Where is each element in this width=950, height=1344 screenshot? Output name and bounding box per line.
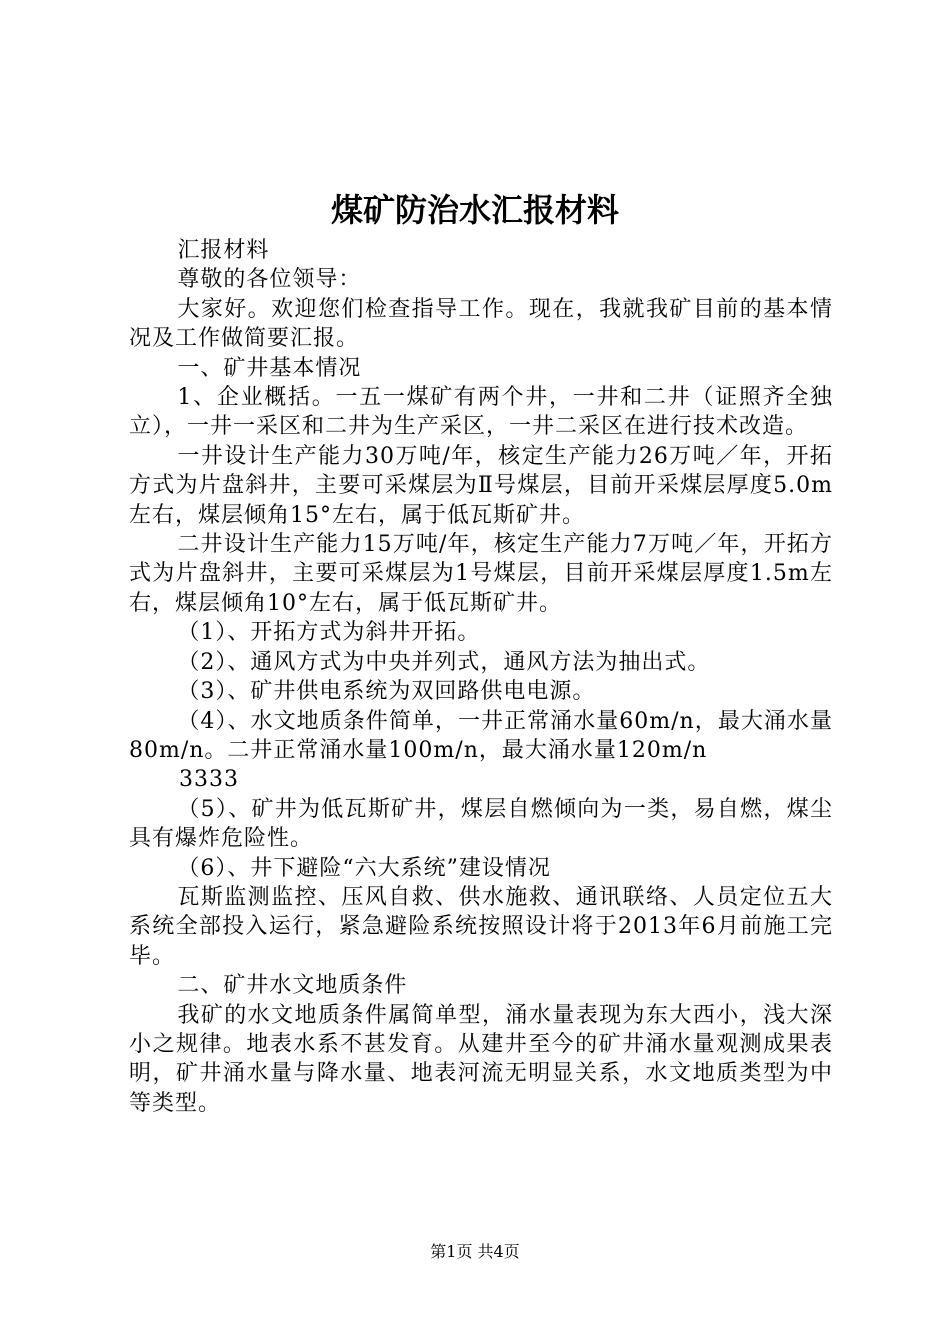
paragraph: 汇报材料 [177, 238, 270, 263]
document-body [129, 236, 833, 1118]
paragraph: 一井设计生产能力30万吨/年，核定生产能力26万吨／年，开拓方式为片盘斜井，主要可采煤层为Ⅱ号煤层，目前开采煤层厚度5.0m左右，煤层倾角15°左右，属于低瓦斯矿井。 [129, 443, 833, 528]
paragraph: 我矿的水文地质条件属简单型，涌水量表现为东大西小，浅大深小之规律。地表水系不甚发育。从建井至今的矿井涌水量观测成果表明，矿井涌水量与降水量、地表河流无明显关系，水文地质类型为中等类型。 [129, 1002, 833, 1116]
section-heading: 一、矿井基本情况 [177, 355, 362, 381]
paragraph: 二井设计生产能力15万吨/年，核定生产能力7万吨／年，开拓方式为片盘斜井，主要可采煤层为1号煤层，目前开采煤层厚度1.5m左右，煤层倾角10°左右，属于低瓦斯矿井。 [129, 532, 833, 616]
paragraph: 瓦斯监测监控、压风自救、供水施救、通讯联络、人员定位五大系统全部投入运行，紧急避险系统按照设计将于2013年6月前施工完毕。 [129, 884, 833, 969]
page-footer: 第1页 共4页 [430, 1242, 520, 1261]
superscript-residue: 3333 [179, 767, 239, 793]
list-item: （5）、矿井为低瓦斯矿井，煤层自燃倾向为一类，易自燃，煤尘具有爆炸危险性。 [129, 796, 833, 852]
list-item: （3）、矿井供电系统为双回路供电电源。 [177, 679, 596, 705]
list-item: （1）、开拓方式为斜井开拓。 [177, 620, 481, 646]
list-item: （4）、水文地质条件简单，一井正常涌水量60m/n，最大涌水量80m/n。二井正常涌水量100m/n，最大涌水量120m/n [129, 708, 833, 763]
list-item: （6）、井下避险“六大系统”建设情况 [177, 855, 551, 881]
document-title: 煤矿防治水汇报材料 [330, 191, 619, 229]
paragraph: 尊敬的各位领导： [177, 267, 362, 293]
list-item: （2）、通风方式为中央并列式，通风方法为抽出式。 [177, 649, 711, 675]
paragraph: 大家好。欢迎您们检查指导工作。现在，我就我矿目前的基本情况及工作做简要汇报。 [129, 296, 833, 352]
paragraph: 1、企业概括。一五一煤矿有两个井，一井和二井（证照齐全独立），一井一采区和二井为生产采区，一井二采区在进行技术改造。 [129, 385, 833, 440]
section-heading: 二、矿井水文地质条件 [177, 973, 408, 999]
